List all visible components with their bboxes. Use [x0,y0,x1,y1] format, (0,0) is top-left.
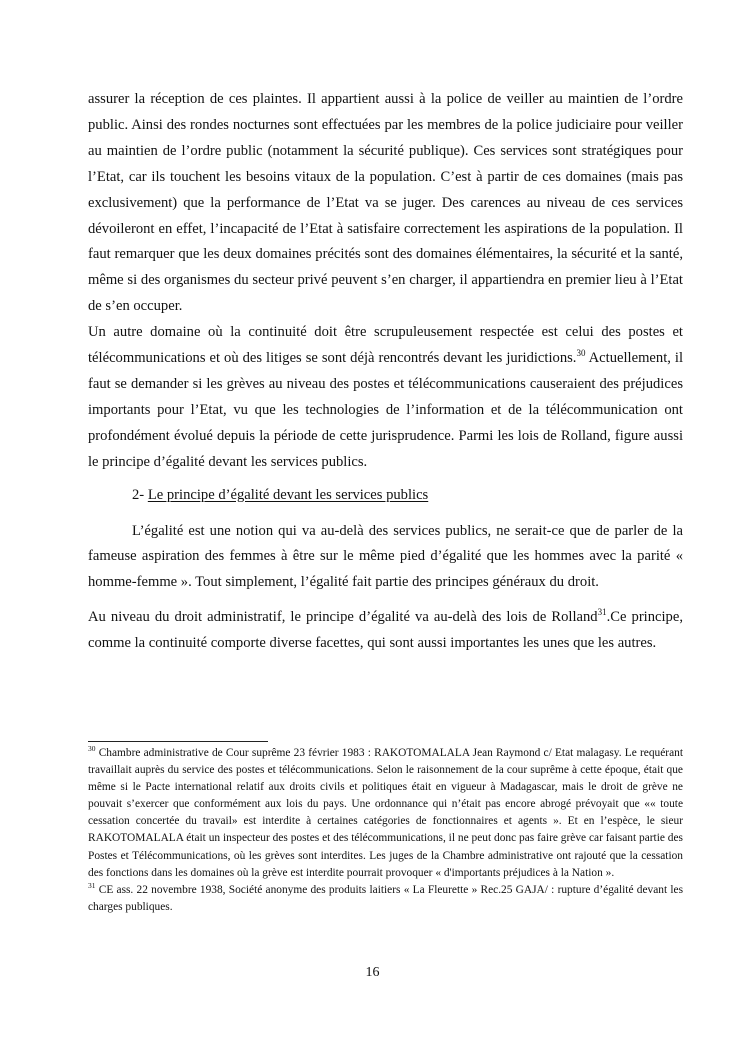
section-heading-title: Le principe d’égalité devant les services publics [147,486,429,503]
footnote-31-text: CE ass. 22 novembre 1938, Société anonyme des produits laitiers « La Fleurette » Rec.25 GAJA/ : rupture d’égalité devant les charges publiques. [88,883,683,913]
paragraph-equality: L’égalité est une notion qui va au-delà des services publics, ne serait-ce que de parler de la fameuse aspiration des femmes à être sur le même pied d’égalité que les hommes avec la parité « homme-femme ». Tout simplement, l’égalité fait partie des principes généraux du droit. [88,522,683,591]
section-heading [88,483,683,509]
section-heading-number: 2- [132,486,148,503]
footnote-ref-30[interactable]: 30 [576,348,586,359]
page-number: 16 [365,965,380,980]
main-text [88,87,683,657]
paragraph-admin-text-a: Au niveau du droit administratif, le principe d’égalité va au-delà des lois de Rolland [88,609,598,626]
footnote-30 [88,745,683,882]
paragraph-admin-text-b: .Ce principe, comme la continuité comporte diverse facettes, qui sont aussi importantes les unes que les autres. [88,609,683,652]
footnote-30-text: Chambre administrative de Cour suprême 23 février 1983 : RAKOTOMALALA Jean Raymond c/ Etat malagasy. Le requérant travaillait auprès du service des postes et télécommunications. Selon le raisonnement de la cour suprême à cette époque, était que même si le Pacte international relatif aux droits civils et politiques était en vigueur à Madagascar, mais le droit de grève ne pouvait s’exercer que conformément aux lois du pays. Une ordonnance qui n’était pas encore abrogé prévoyait que «« toute cessation concertée du travail» est interdite à certaines catégories de fonctionnaires et agents ». Et en l’espèce, le sieur RAKOTOMALALA était un inspecteur des postes et des télécommunications, il ne peut donc pas faire grève car faisant partie des Postes et Télécommunications, où les grèves sont interdites. Les juges de la Chambre administrative ont rajouté que la cessation des fonctions dans les domaines où la grève est interdite pourrait provoquer « d'importants préjudices à la Nation ». [88,747,683,879]
paragraph-telecom-text-b: Actuellement, il faut se demander si les grèves au niveau des postes et télécommunications causeraient des préjudices importants pour l’Etat, vu que les technologies de l’information et de la télécommunication ont profondément évolué depuis la période de cette jurisprudence. Parmi les lois de Rolland, figure aussi le principe d’égalité devant les services publics. [88,350,683,470]
paragraph-administrative-law [88,605,683,657]
footnotes [88,745,683,916]
footnote-31 [88,882,683,916]
footnote-separator [88,741,268,742]
footnote-31-number: 31 [88,880,96,890]
paragraph-telecom-text-a: Un autre domaine où la continuité doit être scrupuleusement respectée est celui des postes et télécommunications et où des litiges se sont déjà rencontrés devant les juridictions. [88,324,683,367]
footnote-ref-31[interactable]: 31 [597,607,607,618]
paragraph-telecommunications [88,320,683,475]
paragraph-continuation: assurer la réception de ces plaintes. Il appartient aussi à la police de veiller au maintien de l’ordre public. Ainsi des rondes nocturnes sont effectuées par les membres de la police judiciaire pour veiller au maintien de l’ordre public (notamment la sécurité publique). Ces services sont stratégiques pour l’Etat, car ils touchent les besoins vitaux de la population. C’est à partir de ces domaines (mais pas exclusivement) que la performance de l’Etat va se juger. Des carences au niveau de ces services dévoileront en effet, l’incapacité de l’Etat à satisfaire correctement les aspirations de la population. Il faut remarquer que les deux domaines précités sont des domaines élémentaires, la sécurité et la santé, même si des organismes du secteur privé peuvent s’en charger, il appartiendra en premier lieu à l’Etat de s’en occuper. [88,91,683,315]
footnote-30-number: 30 [88,744,96,754]
